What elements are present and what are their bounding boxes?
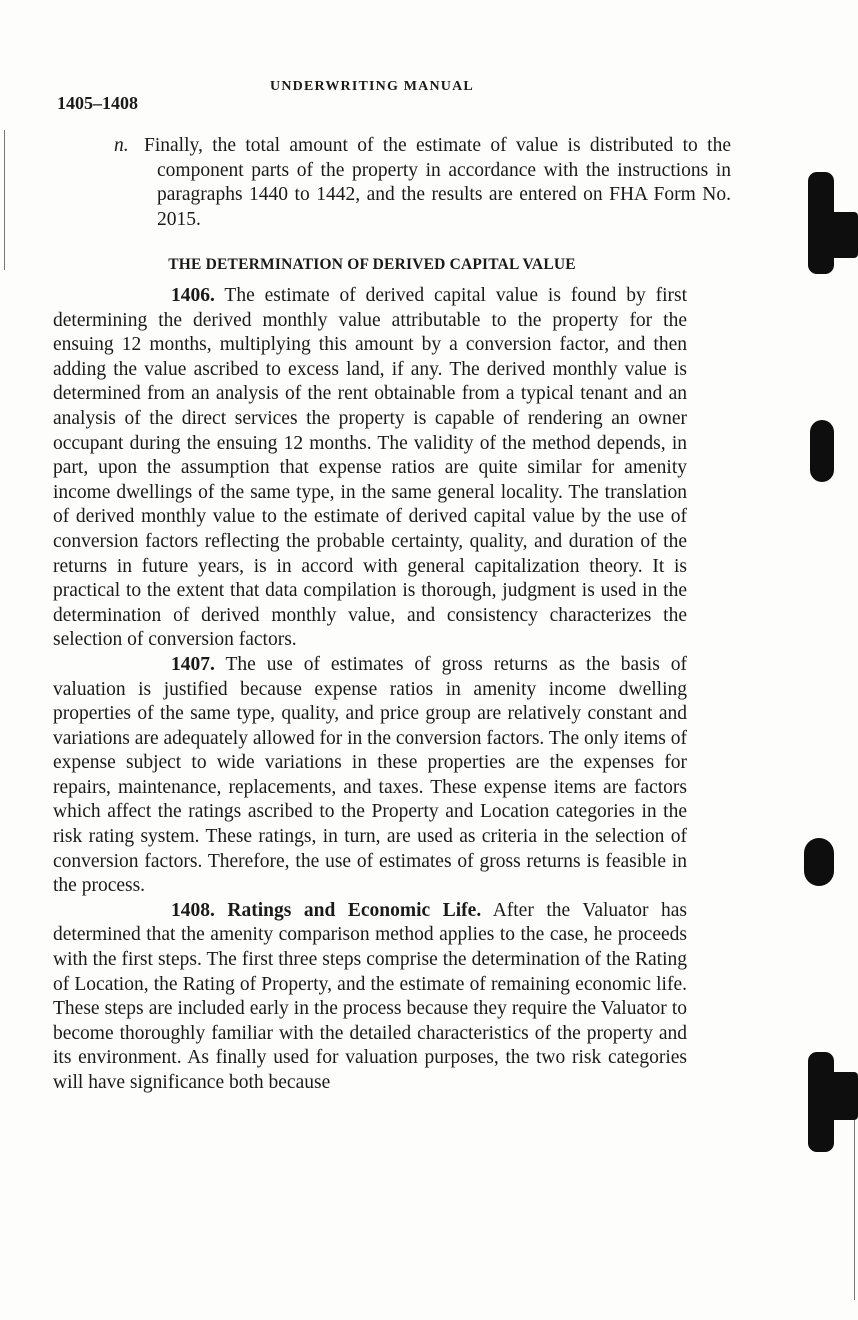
binder-clip-top-tab	[828, 212, 858, 258]
paragraph-text: After the Valuator has determined that the amenity comparison method applies to the case, he proceeds with the first steps. The first three steps comprise the determination of the Rating of Location, the Rating of Property, and the estimate of remaining economic life. These steps are included early in the process because they require the Valuator to become thoroughly familiar with the detailed characteristics of the property and its environment. As finally used for valuation purposes, the two risk categories will have significance both because	[53, 899, 687, 1093]
paragraph-number: 1407.	[171, 653, 215, 675]
paragraph-1406	[53, 284, 687, 653]
paragraph-text: The use of estimates of gross returns as the basis of valuation is justified because expense ratios in amenity income dwelling properties of the same type, quality, and price group are relatively constant and variations are adequately allowed for in the conversion factors. The only items of expense subject to wide variations in these properties are the expenses for repairs, maintenance, replacements, and taxes. These expense items are factors which affect the ratings ascribed to the Property and Location categories in the risk rating system. These ratings, in turn, are used as criteria in the selection of conversion factors. Therefore, the use of estimates of gross returns is feasible in the process.	[53, 653, 687, 897]
list-item-n	[114, 134, 731, 232]
running-head: UNDERWRITING MANUAL	[270, 79, 474, 94]
paragraph-1408	[53, 899, 687, 1096]
binder-clip-bottom-tab	[828, 1072, 858, 1120]
paragraph-title: Ratings and Economic Life.	[227, 899, 482, 921]
left-margin-mark	[4, 130, 5, 270]
item-text: Finally, the total amount of the estimate of value is distributed to the component parts of the property in accordance with the instructions in paragraphs 1440 to 1442, and the results are entered on FHA Form No. 2015.	[144, 135, 731, 230]
right-margin-mark	[854, 1120, 855, 1300]
punch-hole-lower	[804, 838, 834, 886]
section-heading: THE DETERMINATION OF DERIVED CAPITAL VALUE	[168, 256, 576, 273]
punch-hole-middle	[810, 420, 834, 482]
paragraph-text: The estimate of derived capital value is found by first determining the derived monthly value attributable to the property for the ensuing 12 months, multiplying this amount by a conversion factor, and then adding the value ascribed to excess land, if any. The derived monthly value is determined from an analysis of the rent obtainable from a typical tenant and an analysis of the direct services the property is capable of rendering an owner occupant during the ensuing 12 months. The validity of the method depends, in part, upon the assumption that expense ratios are quite similar for amenity income dwellings of the same type, in the same general locality. The translation of derived monthly value to the estimate of derived capital value by the use of conversion factors reflecting the probable certainty, quality, and duration of the returns in future years, is in accord with general capitalization theory. It is practical to the extent that data compilation is thorough, judgment is used in the determination of derived monthly value, and consistency characterizes the selection of conversion factors.	[53, 285, 687, 651]
paragraph-1407	[53, 653, 687, 899]
paragraph-number: 1406.	[171, 285, 215, 306]
paragraph-number: 1408.	[171, 899, 215, 921]
body-text	[53, 284, 687, 1096]
item-letter: n.	[114, 135, 129, 156]
page-number-range: 1405–1408	[57, 93, 138, 113]
